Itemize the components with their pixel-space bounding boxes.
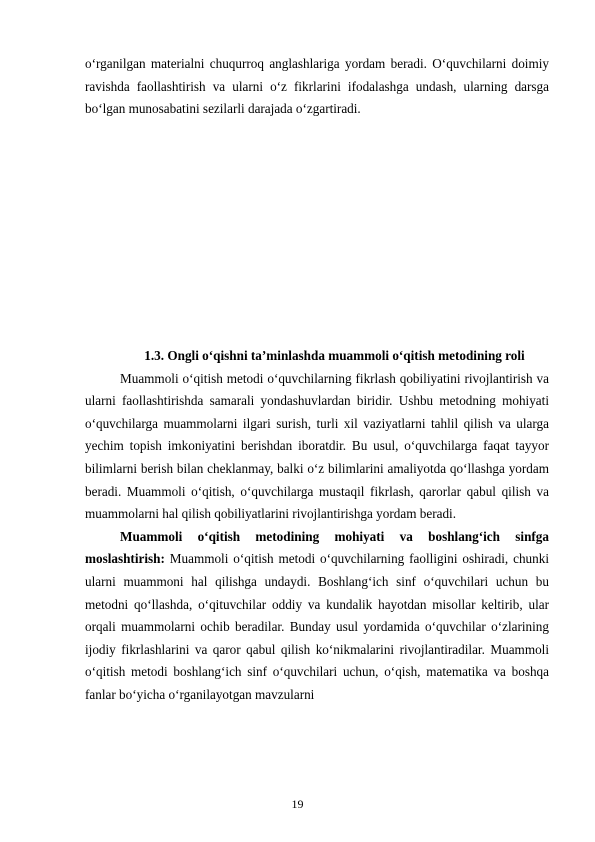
paragraph-2-lead: Muammoli o‘qitish metodining mohiyati va boshlang‘ich sinfga moslashtirish: bbox=[85, 528, 549, 567]
page-number: 19 bbox=[291, 797, 304, 811]
main-text-block bbox=[85, 345, 549, 707]
paragraph-1: Muammoli o‘qitish metodi o‘quvchilarning fikrlash qobiliyatini rivojlantirish va ularni faollashtirishda samarali yondashuvlardan biridir. Ushbu metodning mohiyati o‘quvchilarga muammolarni ilgari surish, turli xil vaziyatlarni tahlil qilish va ularga yechim topish imkoniyatini berishdan iboratdir. Bu usul, o‘quvchilarga faqat tayyor bilimlarni berish bilan cheklanmay, balki o‘z bilimlarini amaliyotda qo‘llashga yordam beradi. Muammoli o‘qitish, o‘quvchilarga mustaqil fikrlash, qarorlar qabul qilish va muammolarni hal qilish qobiliyatlarini rivojlantirishga yordam beradi. bbox=[85, 370, 549, 522]
top-paragraph: o‘rganilgan materialni chuqurroq anglashlariga yordam beradi. O‘quvchilarni doimiy ravishda faollashtirish va ularni o‘z fikrlarini ifodalashga undash, ularning darsga bo‘lgan munosabatini sezilarli darajada o‘zgartiradi. bbox=[85, 56, 549, 117]
top-text-block bbox=[85, 53, 549, 121]
paragraph-2 bbox=[85, 526, 549, 707]
section-heading: 1.3. Ongli o‘qishni ta’minlashda muammoli o‘qitish metodining roli bbox=[144, 348, 525, 363]
paragraph-2-body: Muammoli o‘qitish metodi o‘quvchilarning faolligini oshiradi, chunki ularni muammoni hal qilishga undaydi. Boshlang‘ich sinf o‘quvchilari uchun bu metodni qo‘llashda, o‘qituvchilar oddiy va kundalik hayotdan misollar keltirib, ular orqali muammolarni ochib beradilar. Bunday usul yordamida o‘quvchilar o‘zlarining ijodiy fikrlashlarini va qaror qabul qilish ko‘nikmalarini rivojlantiradilar. Muammoli o‘qitish metodi boshlang‘ich sinf o‘quvchilari uchun, o‘qish, matematika va boshqa fanlar bo‘yicha o‘rganilayotgan mavzularni bbox=[85, 551, 549, 702]
